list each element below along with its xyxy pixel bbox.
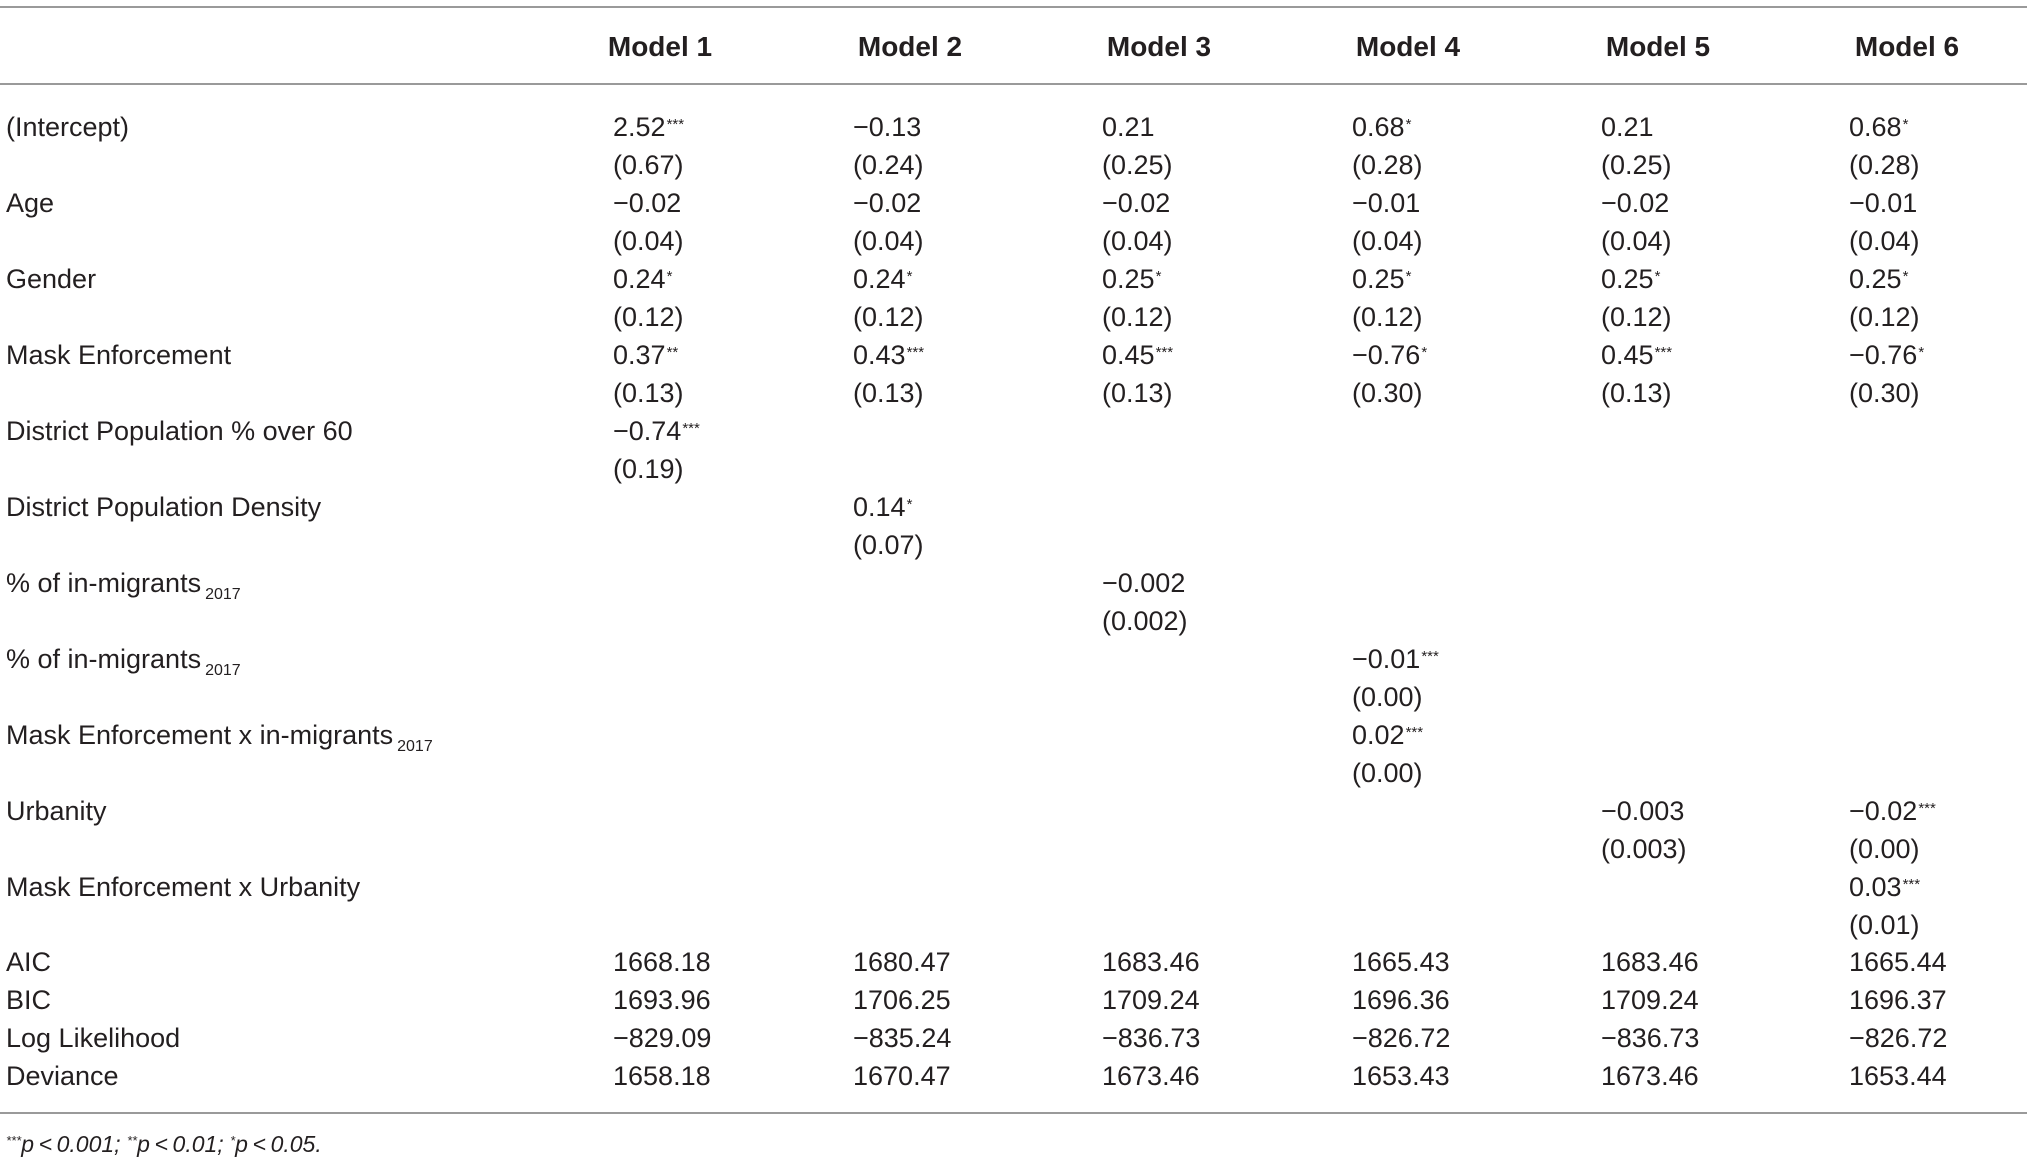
bottom-rule <box>0 1112 2027 1114</box>
row-label-year: 2017 <box>397 738 433 755</box>
estimate-value: −0.02 <box>853 188 922 218</box>
row-label <box>6 262 96 296</box>
estimate-value: 0.25 <box>1102 264 1155 294</box>
estimate <box>1102 262 1161 296</box>
estimate <box>613 110 684 144</box>
footnote-stars: * <box>230 1133 236 1148</box>
estimate <box>1102 338 1173 372</box>
column-header-model-5: Model 5 <box>1605 31 1711 62</box>
estimate-value: 0.43 <box>853 340 906 370</box>
standard-error: (0.25) <box>1601 150 1672 180</box>
standard-error: (0.13) <box>1102 378 1173 408</box>
estimate <box>1849 870 1920 904</box>
estimate <box>1352 110 1411 144</box>
stat-label: Log Likelihood <box>6 1023 181 1053</box>
significance-stars: * <box>1902 268 1909 285</box>
standard-error: (0.12) <box>1102 302 1173 332</box>
footnote-text: p < 0.01; <box>137 1131 231 1157</box>
column-header-model-6: Model 6 <box>1854 31 1960 62</box>
standard-error: (0.24) <box>853 150 924 180</box>
standard-error: (0.04) <box>1601 226 1672 256</box>
estimate-value: 0.37 <box>613 340 666 370</box>
row-label-text: Gender <box>6 264 97 294</box>
stat-value: −829.09 <box>613 1023 712 1053</box>
row-label-text: % of in-migrants <box>6 644 202 674</box>
significance-stars: *** <box>1654 344 1673 361</box>
estimate-value: −0.02 <box>1849 796 1918 826</box>
stat-value: 1658.18 <box>613 1061 711 1091</box>
footnote-text: p < 0.001; <box>21 1131 127 1157</box>
significance-stars: * <box>1405 268 1412 285</box>
stat-value: 1683.46 <box>1102 947 1200 977</box>
estimate-value: 0.02 <box>1352 720 1405 750</box>
standard-error: (0.19) <box>613 454 684 484</box>
column-header-model-1: Model 1 <box>607 31 713 62</box>
significance-stars: *** <box>1918 800 1936 817</box>
stat-value: 1665.44 <box>1849 947 1947 977</box>
standard-error: (0.13) <box>853 378 924 408</box>
estimate <box>613 262 672 296</box>
estimate <box>613 186 681 220</box>
estimate-value: −0.74 <box>613 416 682 446</box>
standard-error: (0.00) <box>1352 758 1423 788</box>
estimate-value: −0.13 <box>853 112 922 142</box>
estimate-value: 0.68 <box>1849 112 1902 142</box>
estimate-value: 0.68 <box>1352 112 1405 142</box>
standard-error: (0.12) <box>1601 302 1672 332</box>
row-label <box>6 794 107 828</box>
standard-error: (0.13) <box>613 378 684 408</box>
estimate-value: 0.45 <box>1102 340 1155 370</box>
estimate <box>1352 262 1411 296</box>
estimate-value: −0.02 <box>613 188 682 218</box>
estimate <box>1601 110 1654 144</box>
significance-stars: *** <box>682 420 700 437</box>
row-label-year: 2017 <box>205 662 241 679</box>
standard-error: (0.04) <box>613 226 684 256</box>
significance-stars: * <box>1421 344 1428 361</box>
standard-error: (0.28) <box>1849 150 1920 180</box>
estimate-value: 0.24 <box>853 264 906 294</box>
estimate <box>853 490 912 524</box>
stat-value: 1696.36 <box>1352 985 1450 1015</box>
row-label <box>6 414 353 448</box>
stat-value: 1653.43 <box>1352 1061 1450 1091</box>
estimate <box>1601 262 1660 296</box>
standard-error: (0.25) <box>1102 150 1173 180</box>
estimate <box>613 414 700 448</box>
estimate-value: −0.01 <box>1352 188 1421 218</box>
estimate-value: −0.003 <box>1601 796 1685 826</box>
row-label <box>6 490 321 524</box>
stat-value: −826.72 <box>1849 1023 1948 1053</box>
significance-stars: *** <box>1902 876 1921 893</box>
estimate <box>1849 186 1917 220</box>
column-header-model-2: Model 2 <box>857 31 963 62</box>
estimate <box>1352 642 1439 676</box>
estimate-value: 0.24 <box>613 264 666 294</box>
estimate-value: 0.14 <box>853 492 906 522</box>
stat-value: 1665.43 <box>1352 947 1450 977</box>
estimate <box>1102 110 1155 144</box>
significance-stars: * <box>1654 268 1661 285</box>
estimate-value: 0.25 <box>1849 264 1902 294</box>
standard-error: (0.00) <box>1849 834 1920 864</box>
significance-stars: ** <box>666 344 679 361</box>
estimate <box>613 338 678 372</box>
estimate <box>1601 794 1684 828</box>
row-label-text: Mask Enforcement x Urbanity <box>6 872 361 902</box>
estimate-value: 0.21 <box>1102 112 1155 142</box>
stat-value: 1670.47 <box>853 1061 951 1091</box>
header-rule <box>0 83 2027 85</box>
standard-error: (0.30) <box>1849 378 1920 408</box>
row-label-year: 2017 <box>205 586 241 603</box>
row-label-text: Mask Enforcement x in-migrants <box>6 720 394 750</box>
estimate <box>853 262 912 296</box>
estimate <box>1102 186 1170 220</box>
significance-stars: * <box>1155 268 1162 285</box>
stat-value: 1673.46 <box>1601 1061 1699 1091</box>
standard-error: (0.00) <box>1352 682 1423 712</box>
stat-value: 1693.96 <box>613 985 711 1015</box>
estimate-value: −0.76 <box>1849 340 1918 370</box>
standard-error: (0.13) <box>1601 378 1672 408</box>
estimate-value: 0.03 <box>1849 872 1902 902</box>
estimate <box>853 338 924 372</box>
estimate <box>1352 338 1427 372</box>
estimate <box>1601 186 1669 220</box>
estimate-value: −0.01 <box>1849 188 1918 218</box>
standard-error: (0.01) <box>1849 910 1920 940</box>
standard-error: (0.12) <box>853 302 924 332</box>
stat-value: −835.24 <box>853 1023 952 1053</box>
estimate-value: 2.52 <box>613 112 666 142</box>
row-label-text: District Population Density <box>6 492 322 522</box>
stat-value: 1668.18 <box>613 947 711 977</box>
significance-stars: * <box>1918 344 1925 361</box>
column-header-model-3: Model 3 <box>1106 31 1212 62</box>
estimate-value: 0.25 <box>1352 264 1405 294</box>
estimate <box>1352 186 1420 220</box>
estimate <box>1849 110 1908 144</box>
significance-stars: * <box>906 496 913 513</box>
stat-value: 1709.24 <box>1102 985 1200 1015</box>
significance-stars: *** <box>1155 344 1174 361</box>
estimate-value: −0.01 <box>1352 644 1421 674</box>
standard-error: (0.04) <box>1849 226 1920 256</box>
significance-stars: *** <box>906 344 925 361</box>
estimate <box>1849 794 1936 828</box>
stat-value: 1709.24 <box>1601 985 1699 1015</box>
stat-value: 1706.25 <box>853 985 951 1015</box>
standard-error: (0.04) <box>853 226 924 256</box>
estimate-value: 0.21 <box>1601 112 1654 142</box>
top-rule <box>0 6 2027 8</box>
standard-error: (0.28) <box>1352 150 1423 180</box>
stat-value: −836.73 <box>1102 1023 1201 1053</box>
stat-value: 1683.46 <box>1601 947 1699 977</box>
estimate-value: −0.002 <box>1102 568 1186 598</box>
standard-error: (0.12) <box>613 302 684 332</box>
footnote-stars: *** <box>6 1133 22 1148</box>
row-label <box>6 186 54 220</box>
estimate <box>1352 718 1423 752</box>
estimate <box>1849 262 1908 296</box>
column-header-model-4: Model 4 <box>1355 31 1461 62</box>
row-label-text: Age <box>6 188 55 218</box>
stat-value: −826.72 <box>1352 1023 1451 1053</box>
row-label <box>6 870 360 904</box>
significance-footnote <box>6 1129 322 1159</box>
estimate <box>1601 338 1672 372</box>
footnote-text: p < 0.05. <box>235 1131 322 1157</box>
standard-error: (0.12) <box>1849 302 1920 332</box>
significance-stars: *** <box>1421 648 1439 665</box>
stat-value: 1653.44 <box>1849 1061 1947 1091</box>
row-label-text: (Intercept) <box>6 112 130 142</box>
row-label-text: District Population % over 60 <box>6 416 353 446</box>
standard-error: (0.003) <box>1601 834 1687 864</box>
row-label-text: Mask Enforcement <box>6 340 232 370</box>
standard-error: (0.12) <box>1352 302 1423 332</box>
row-label-text: Urbanity <box>6 796 107 826</box>
stat-value: 1673.46 <box>1102 1061 1200 1091</box>
standard-error: (0.04) <box>1102 226 1173 256</box>
standard-error: (0.67) <box>613 150 684 180</box>
estimate-value: −0.76 <box>1352 340 1421 370</box>
standard-error: (0.002) <box>1102 606 1188 636</box>
standard-error: (0.04) <box>1352 226 1423 256</box>
stat-label: Deviance <box>6 1061 119 1091</box>
estimate-value: 0.45 <box>1601 340 1654 370</box>
stat-label: BIC <box>6 985 52 1015</box>
stat-label: AIC <box>6 947 52 977</box>
footnote-stars: ** <box>126 1133 138 1148</box>
estimate <box>853 186 921 220</box>
row-label <box>6 338 231 372</box>
row-label <box>6 110 129 144</box>
significance-stars: * <box>1405 116 1412 133</box>
standard-error: (0.30) <box>1352 378 1423 408</box>
stat-value: 1680.47 <box>853 947 951 977</box>
significance-stars: * <box>666 268 673 285</box>
estimate-value: 0.25 <box>1601 264 1654 294</box>
estimate <box>1849 338 1924 372</box>
significance-stars: *** <box>1405 724 1424 741</box>
estimate <box>1102 566 1185 600</box>
estimate-value: −0.02 <box>1601 188 1670 218</box>
stat-value: 1696.37 <box>1849 985 1947 1015</box>
estimate-value: −0.02 <box>1102 188 1171 218</box>
significance-stars: * <box>1902 116 1909 133</box>
significance-stars: *** <box>666 116 685 133</box>
row-label <box>6 566 241 605</box>
row-label-text: % of in-migrants <box>6 568 202 598</box>
estimate <box>853 110 921 144</box>
stat-value: −836.73 <box>1601 1023 1700 1053</box>
row-label <box>6 642 241 681</box>
row-label <box>6 718 433 757</box>
standard-error: (0.07) <box>853 530 924 560</box>
significance-stars: * <box>906 268 913 285</box>
